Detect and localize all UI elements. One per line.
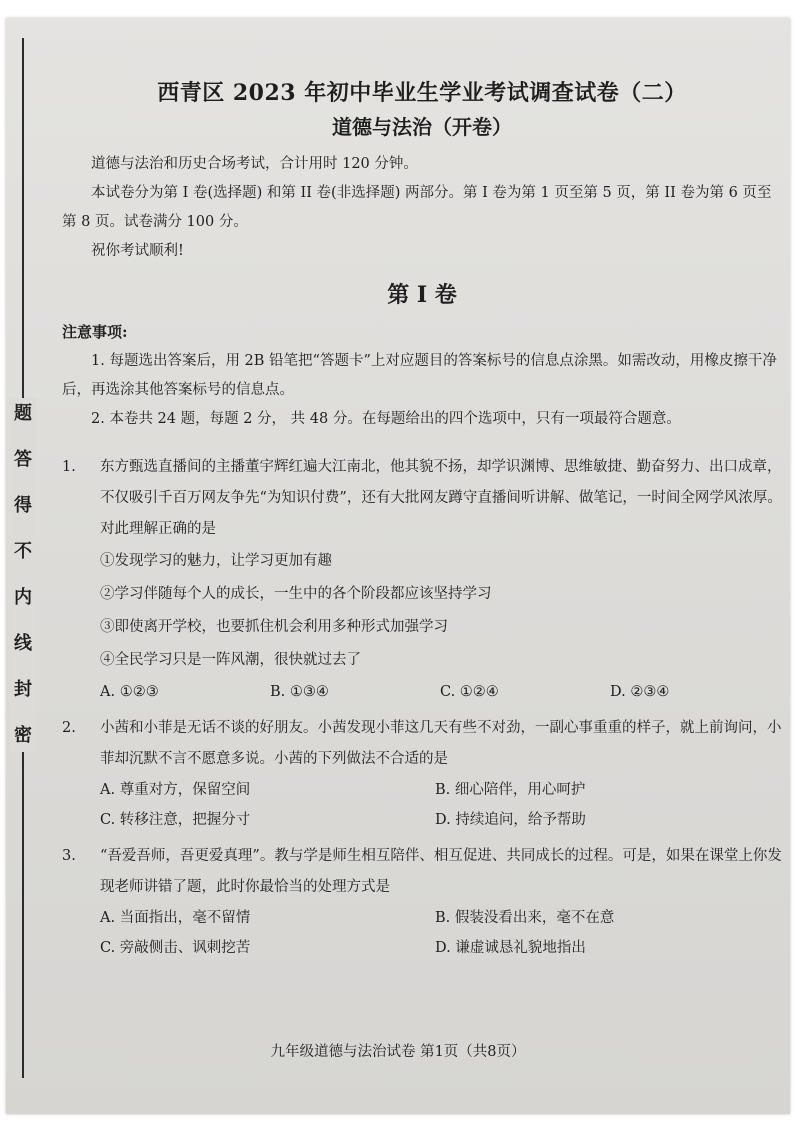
seal-char: 得: [14, 495, 32, 516]
exam-paper-sheet: [6, 18, 790, 1114]
seal-char: 不: [14, 541, 32, 562]
notice-heading: 注意事项:: [62, 323, 128, 341]
seal-line-text: [10, 398, 36, 752]
option-b: B. 假装没看出来，毫不在意: [435, 910, 615, 926]
question-stem: 小茜和小菲是无话不谈的好朋友。小茜发现小菲这几天有些不对劲，一副心事重重的样子，就上前询问，小菲却沉默不言不愿意多说。小茜的下列做法不合适的是: [100, 720, 782, 767]
question-stem: 东方甄选直播间的主播董宇辉红遍大江南北，他其貌不扬，却学识渊博、思维敏捷、勤奋努力、出口成章，不仅吸引千百万网友争先“为知识付费”，还有大批网友蹲守直播间听讲解、做笔记，一时间全网学风浓厚。对此理解正确的是: [100, 459, 782, 537]
option-row: [62, 677, 782, 707]
option-c: C. 旁敲侧击、讽刺挖苦: [100, 940, 251, 956]
intro-line: 祝你考试顺利!: [91, 243, 184, 259]
exam-subtitle: 道德与法治（开卷）: [332, 115, 512, 139]
question-statement: ①发现学习的魅力，让学习更加有趣: [100, 553, 332, 569]
seal-char: 封: [14, 679, 32, 700]
notice-item: 2. 本卷共 24 题，每题 2 分， 共 48 分。在每题给出的四个选项中，只有一项最符合题意。: [91, 411, 681, 427]
seal-char: 答: [14, 449, 32, 470]
seal-char: 密: [14, 725, 32, 746]
question-stem: “吾爱吾师，吾更爱真理”。教与学是师生相互陪伴、相互促进、共同成长的过程。可是，如果在课堂上你发现老师讲错了题，此时你最恰当的处理方式是: [100, 848, 782, 895]
exam-title: 西青区 2023 年初中毕业生学业考试调查试卷（二）: [157, 80, 687, 106]
option-b: B. 细心陪伴，用心呵护: [435, 782, 586, 798]
option-grid: [62, 903, 782, 963]
question-number: 1.: [62, 459, 76, 475]
question-number: 2.: [62, 720, 76, 736]
seal-char: 线: [14, 633, 32, 654]
option-grid: [62, 775, 782, 835]
option-d: D. 谦虚诚恳礼貌地指出: [435, 940, 586, 956]
exam-content: [62, 76, 782, 969]
option-a: A. 尊重对方，保留空间: [100, 782, 251, 798]
option-c: C. ①②④: [440, 684, 499, 700]
intro-line: 本试卷分为第 I 卷(选择题) 和第 II 卷(非选择题) 两部分。第 I 卷为第 1 页至第 5 页，第 II 卷为第 6 页至第 8 页。试卷满分 100 分。: [62, 185, 772, 230]
option-d: D. 持续追问，给予帮助: [435, 812, 586, 828]
question-3: [62, 841, 782, 963]
notice-item: 1. 每题选出答案后，用 2B 铅笔把“答题卡”上对应题目的答案标号的信息点涂黑。如需改动，用橡皮擦干净后，再选涂其他答案标号的信息点。: [62, 353, 777, 398]
volume-title: 第 Ⅰ 卷: [387, 282, 457, 308]
option-d: D. ②③④: [610, 684, 670, 700]
question-statement: ③即使离开学校，也要抓住机会利用多种形式加强学习: [100, 619, 448, 635]
option-b: B. ①③④: [270, 684, 329, 700]
question-statement: ②学习伴随每个人的成长，一生中的各个阶段都应该坚持学习: [100, 586, 492, 602]
question-number: 3.: [62, 848, 76, 864]
option-a: A. 当面指出，毫不留情: [100, 910, 251, 926]
intro-line: 道德与法治和历史合场考试，合计用时 120 分钟。: [91, 156, 418, 172]
option-a: A. ①②③: [100, 684, 159, 700]
question-1: [62, 452, 782, 707]
question-2: [62, 713, 782, 835]
seal-char: 题: [14, 403, 32, 424]
question-list: [62, 452, 782, 963]
option-c: C. 转移注意，把握分寸: [100, 812, 251, 828]
question-statement: ④全民学习只是一阵风潮，很快就过去了: [100, 652, 361, 668]
seal-char: 内: [14, 587, 32, 608]
page-footer: 九年级道德与法治试卷 第1页（共8页）: [270, 1044, 526, 1060]
